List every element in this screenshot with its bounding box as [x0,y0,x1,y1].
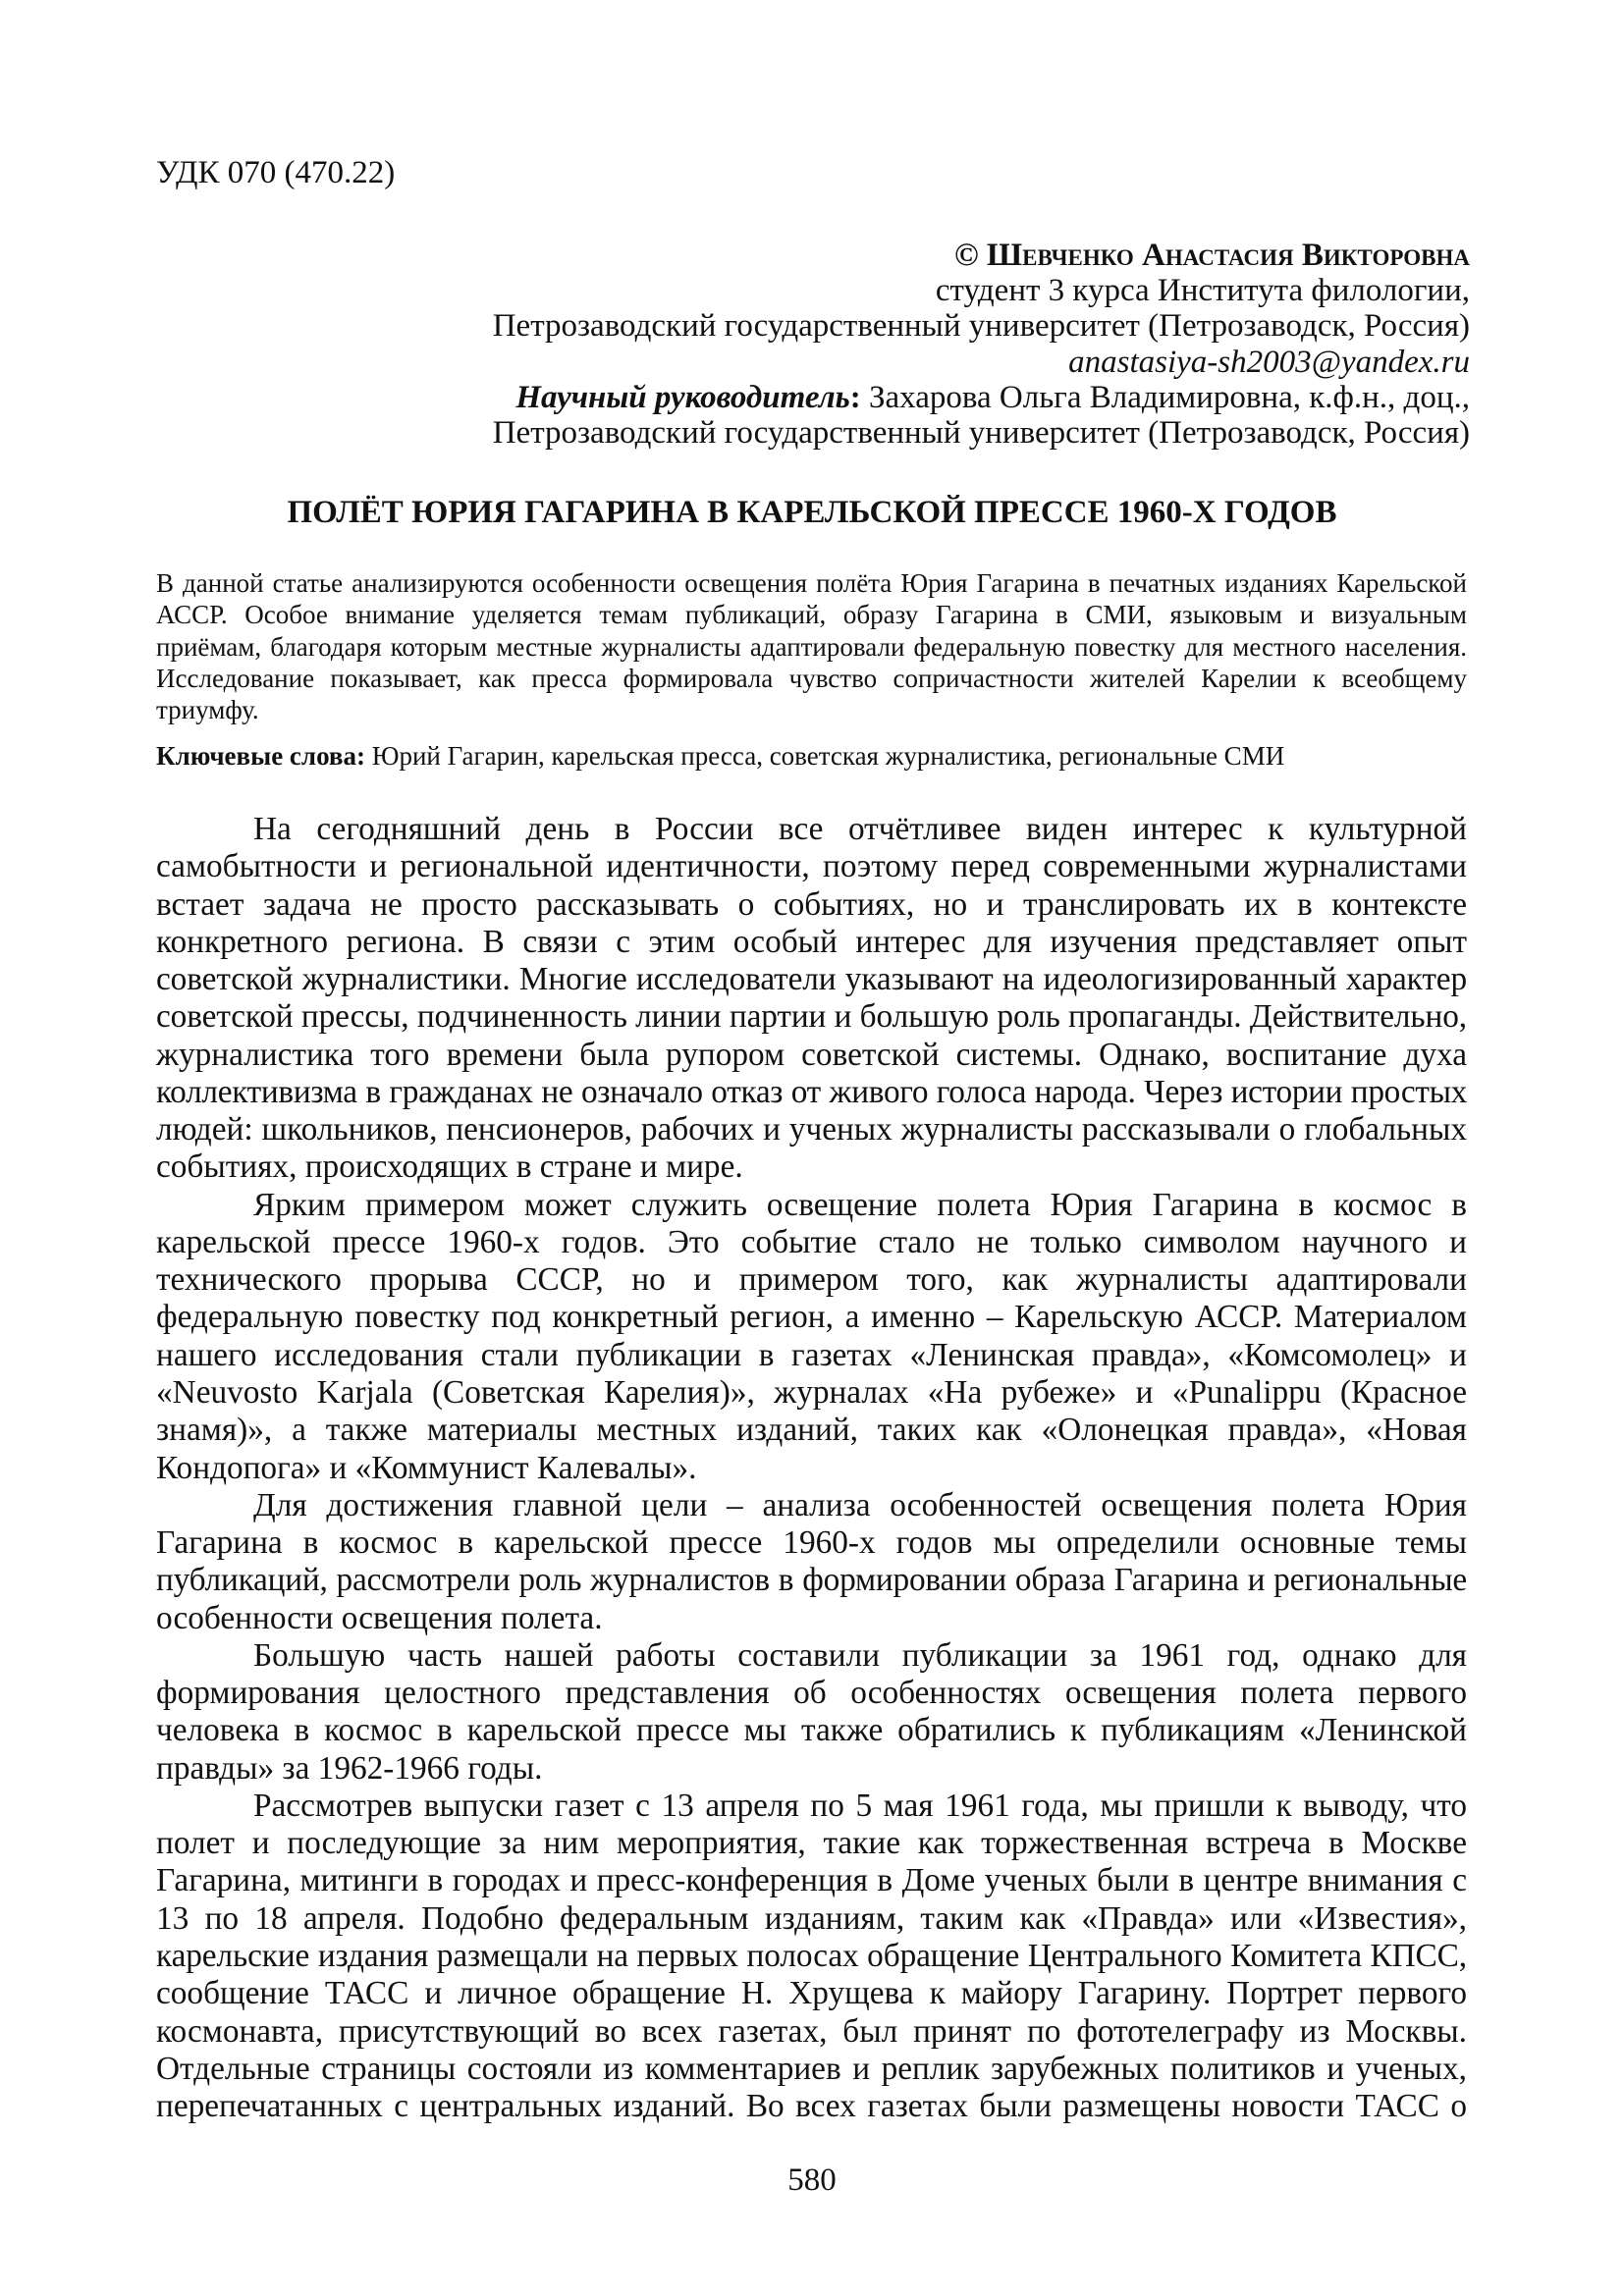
supervisor-affiliation: Петрозаводский государственный университет (Петрозаводск, Россия) [492,415,1470,452]
abstract-line: В данной статье анализируются особенности освещения полёта Юрия Гагарина в печатных изданиях Карельской [156,568,1467,598]
body-text [156,811,1467,2125]
body-line: полет и последующие за ним мероприятия, такие как торжественная встреча в Москве [156,1825,1467,1862]
body-line: Рассмотрев выпуски газет с 13 апреля по 5 мая 1961 года, мы пришли к выводу, что [253,1787,1467,1824]
author-position: студент 3 курса Института филологии, [935,273,1470,309]
body-line: человека в космос в карельской прессе мы также обратились к публикациям «Ленинской [156,1712,1467,1749]
body-line: На сегодняшний день в России все отчётливее виден интерес к культурной [253,811,1467,847]
body-line: перепечатанных с центральных изданий. Во всех газетах были размещены новости ТАСС о [156,2088,1467,2125]
body-line: технического прорыва СССР, но и примером того, как журналисты адаптировали [156,1261,1467,1299]
keywords-text: Юрий Гагарин, карельская пресса, советская журналистика, региональные СМИ [364,741,1285,771]
body-line: нашего исследования стали публикации в газетах «Ленинская правда», «Комсомолец» и [156,1336,1467,1373]
article-title: ПОЛЁТ ЮРИЯ ГАГАРИНА В КАРЕЛЬСКОЙ ПРЕССЕ 1960-Х ГОДОВ [287,495,1337,530]
abstract-line: Исследование показывает, как пресса формировала чувство сопричастности жителей Карелии к всеобщему [156,663,1467,693]
body-line: 13 по 18 апреля. Подобно федеральным изданиям, таким как «Правда» или «Известия», [156,1899,1467,1937]
body-line: космонавта, присутствующий во всех газетах, был принят по фототелеграфу из Москвы. [156,2012,1467,2050]
body-line: советской журналистики. Многие исследователи указывают на идеологизированный характер [156,961,1467,998]
body-paragraph [156,1187,1467,1487]
body-line: «Neuvosto Karjala (Советская Карелия)», журналах «На рубеже» и «Punalippu (Красное [156,1373,1467,1411]
body-line: людей: школьников, пенсионеров, рабочих и ученых журналисты рассказывали о глобальных [156,1111,1467,1148]
supervisor-colon: : [849,379,861,415]
body-line: Большую часть нашей работы составили публикации за 1961 год, однако для [253,1636,1467,1674]
keywords-label: Ключевые слова: [156,741,365,771]
body-line: Кондопога» и «Коммунист Калевалы». [156,1449,697,1486]
body-line: знамя)», а также материалы местных изданий, таких как «Олонецкая правда», «Новая [156,1412,1467,1449]
body-line: Гагарина в космос в карельской прессе 1960-х годов мы определили основные темы [156,1524,1467,1562]
body-paragraph [156,1788,1467,2125]
body-line: Для достижения главной цели – анализа особенностей освещения полета Юрия [253,1486,1467,1523]
abstract-line: приёмам, благодаря которым местные журналисты адаптировали федеральную повестку для местного населения. [156,631,1467,662]
body-line: правды» за 1962-1966 годы. [156,1749,543,1787]
body-paragraph [156,1487,1467,1637]
body-line: конкретного региона. В связи с этим особый интерес для изучения представляет опыт [156,923,1467,960]
supervisor-line [292,380,1470,415]
body-paragraph [156,811,1467,1187]
body-line: сообщение ТАСС и личное обращение Н. Хрущева к майору Гагарину. Портрет первого [156,1975,1467,2012]
body-line: событиях, происходящих в стране и мире. [156,1148,743,1186]
author-name: © Шевченко Анастасия Викторовна [954,238,1470,273]
abstract [156,567,1467,725]
supervisor-label: Научный руководитель [515,379,850,415]
abstract-line: триумфу. [156,695,259,725]
keywords [156,740,1467,772]
author-email: anastasiya-sh2003@yandex.ru [1068,344,1470,380]
body-line: публикаций, рассмотрели роль журналистов в формировании образа Гагарина и региональные [156,1562,1467,1599]
body-line: самобытности и региональной идентичности, поэтому перед современными журналистами [156,848,1467,885]
body-line: Гагарина, митинги в городах и пресс-конференция в Доме ученых были в центре внимания с [156,1862,1467,1899]
body-line: формирования целостного представления об особенностях освещения полета первого [156,1675,1467,1712]
page-number: 580 [787,2163,837,2198]
body-line: журналистика того времени была рупором советской системы. Однако, воспитание духа [156,1036,1467,1073]
author-block [292,238,1470,451]
author-affiliation: Петрозаводский государственный университет (Петрозаводск, Россия) [492,308,1470,345]
body-line: карельские издания размещали на первых полосах обращение Центрального Комитета КПСС, [156,1937,1467,1974]
body-paragraph [156,1637,1467,1788]
body-line: карельской прессе 1960-х годов. Это событие стало не только символом научного и [156,1223,1467,1260]
body-line: Отдельные страницы состояли из комментариев и реплик зарубежных политиков и ученых, [156,2050,1467,2087]
udk-code: УДК 070 (470.22) [156,155,396,190]
supervisor-name: Захарова Ольга Владимировна, к.ф.н., доц., [860,379,1470,415]
body-line: особенности освещения полета. [156,1599,603,1636]
abstract-line: АССР. Особое внимание уделяется темам публикаций, образу Гагарина в СМИ, языковым и визуальным [156,600,1467,630]
body-line: Ярким примером может служить освещение полета Юрия Гагарина в космос в [253,1186,1467,1223]
body-line: федеральную повестку под конкретный регион, а именно – Карельскую АССР. Материалом [156,1299,1467,1336]
body-line: встает задача не просто рассказывать о событиях, но и транслировать их в контексте [156,885,1467,923]
body-line: коллективизма в гражданах не означало отказ от живого голоса народа. Через истории простых [156,1073,1467,1110]
body-line: советской прессы, подчиненность линии партии и большую роль пропаганды. Действительно, [156,998,1467,1036]
